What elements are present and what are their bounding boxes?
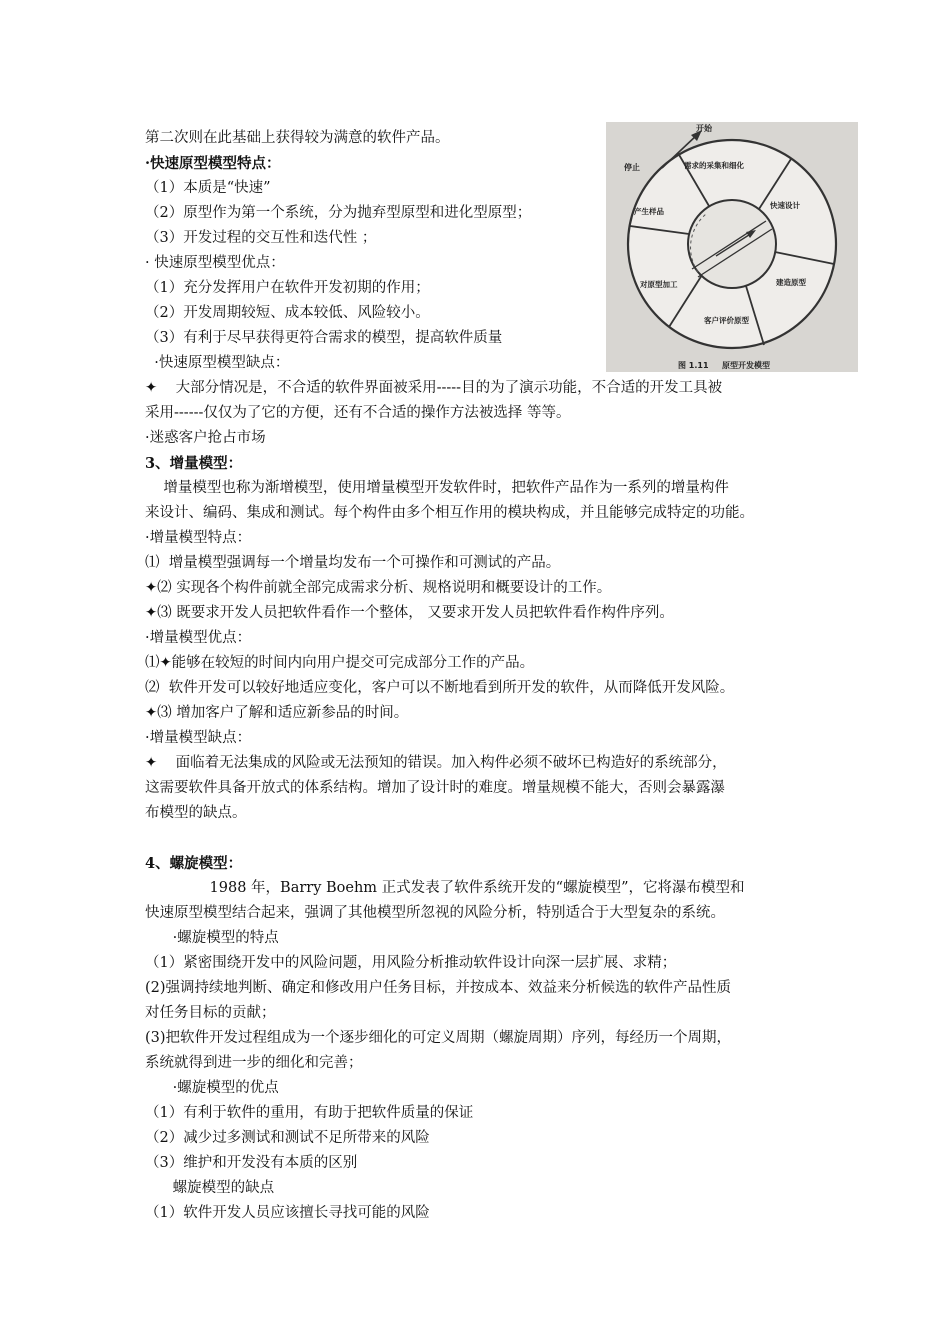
sector-produce-sample: 产生样品 xyxy=(634,207,664,216)
text-line: · 快速原型模型优点： xyxy=(145,255,285,271)
text-line: （2）开发周期较短、成本较低、风险较小。 xyxy=(145,305,430,321)
sector-quick-design: 快速设计 xyxy=(770,201,800,210)
text-line: ·螺旋模型的特点 xyxy=(145,930,279,946)
text-line: 采用------仅仅为了它的方便，还有不合适的操作方法被选择 等等。 xyxy=(145,405,571,421)
text-line: 布模型的缺点。 xyxy=(145,805,247,821)
text-line: ✦⑵ 实现各个构件前就全部完成需求分析、规格说明和概要设计的工作。 xyxy=(145,580,612,596)
sector-refine-prototype: 对原型加工 xyxy=(640,280,678,289)
text-line: ✦ 大部分情况是，不合适的软件界面被采用-----目的为了演示功能，不合适的开发工具被 xyxy=(145,380,723,396)
figure-number: 图 1.11 xyxy=(678,361,709,370)
text-line: ⑴ 增量模型强调每一个增量均发布一个可操作和可测试的产品。 xyxy=(145,555,561,571)
heading-prototype-features: ·快速原型模型特点： xyxy=(145,155,281,172)
text-line: 来设计、编码、集成和测试。每个构件由多个相互作用的模块构成，并且能够完成特定的功能。 xyxy=(145,505,754,521)
text-line: ✦⑶ 既要求开发人员把软件看作一个整体， 又要求开发人员把软件看作构件序列。 xyxy=(145,605,674,621)
text-line: ✦ 面临着无法集成的风险或无法预知的错误。加入构件必须不破坏已构造好的系统部分， xyxy=(145,755,727,771)
text-line: （1）本质是“快速” xyxy=(145,180,271,196)
text-line: 增量模型也称为渐增模型，使用增量模型开发软件时，把软件产品作为一系列的增量构件 xyxy=(145,480,729,496)
sector-customer-evaluation: 客户评价原型 xyxy=(704,316,749,325)
text-line: （3）有利于尽早获得更符合需求的模型，提高软件质量 xyxy=(145,330,503,346)
prototype-model-figure xyxy=(606,122,858,372)
text-line: 螺旋模型的缺点 xyxy=(145,1180,275,1196)
heading-incremental-model: 3、增量模型： xyxy=(145,455,243,472)
text-line: (2)强调持续地判断、确定和修改用户任务目标，并按成本、效益来分析候选的软件产品性质 xyxy=(145,980,732,996)
text-line: ✦⑶ 增加客户了解和适应新参品的时间。 xyxy=(145,705,409,721)
text-line: 第二次则在此基础上获得较为满意的软件产品。 xyxy=(145,130,450,146)
text-line: （2）减少过多测试和测试不足所带来的风险 xyxy=(145,1130,430,1146)
text-line: （3）开发过程的交互性和迭代性 ； xyxy=(145,230,377,246)
sector-build-prototype: 建造原型 xyxy=(776,278,806,287)
label-stop: 停止 xyxy=(624,163,640,172)
text-line: 快速原型模型结合起来，强调了其他模型所忽视的风险分析，特别适合于大型复杂的系统。 xyxy=(145,905,725,921)
text-line: ·增量模型缺点： xyxy=(145,730,252,746)
text-line: （1）有利于软件的重用，有助于把软件质量的保证 xyxy=(145,1105,474,1121)
text-line: 对任务目标的贡献； xyxy=(145,1005,276,1021)
sector-requirements: 需求的采集和细化 xyxy=(684,161,744,170)
figure-caption: 原型开发模型 xyxy=(722,361,770,370)
text-line: 这需要软件具备开放式的体系结构。增加了设计时的难度。增量规模不能大，否则会暴露瀑 xyxy=(145,780,725,796)
text-line: （3）维护和开发没有本质的区别 xyxy=(145,1155,358,1171)
text-line: 系统就得到进一步的细化和完善； xyxy=(145,1055,363,1071)
text-line: ⑴✦能够在较短的时间内向用户提交可完成部分工作的产品。 xyxy=(145,655,535,671)
text-line: ·增量模型优点： xyxy=(145,630,252,646)
text-line: ⑵ 软件开发可以较好地适应变化，客户可以不断地看到所开发的软件，从而降低开发风险。 xyxy=(145,680,735,696)
heading-spiral-model: 4、螺旋模型： xyxy=(145,855,243,872)
text-line: （2）原型作为第一个系统，分为抛弃型原型和进化型原型； xyxy=(145,205,532,221)
text-line: (3)把软件开发过程组成为一个逐步细化的可定义周期（螺旋周期）序列，每经历一个周期， xyxy=(145,1030,732,1046)
text-line: （1）充分发挥用户在软件开发初期的作用； xyxy=(145,280,430,296)
text-line: （1）紧密围绕开发中的风险问题，用风险分析推动软件设计向深一层扩展、求精； xyxy=(145,955,677,971)
text-line: ·增量模型特点： xyxy=(145,530,252,546)
label-start: 开始 xyxy=(696,124,712,133)
text-line: ·快速原型模型缺点： xyxy=(145,355,290,371)
text-line: ·迷惑客户抢占市场 xyxy=(145,430,266,446)
text-line: 1988 年，Barry Boehm 正式发表了软件系统开发的“螺旋模型”，它将瀑布模型和 xyxy=(145,880,745,896)
prototype-cycle-diagram xyxy=(606,122,858,372)
text-line: （1）软件开发人员应该擅长寻找可能的风险 xyxy=(145,1205,430,1221)
text-line: ·螺旋模型的优点 xyxy=(145,1080,279,1096)
